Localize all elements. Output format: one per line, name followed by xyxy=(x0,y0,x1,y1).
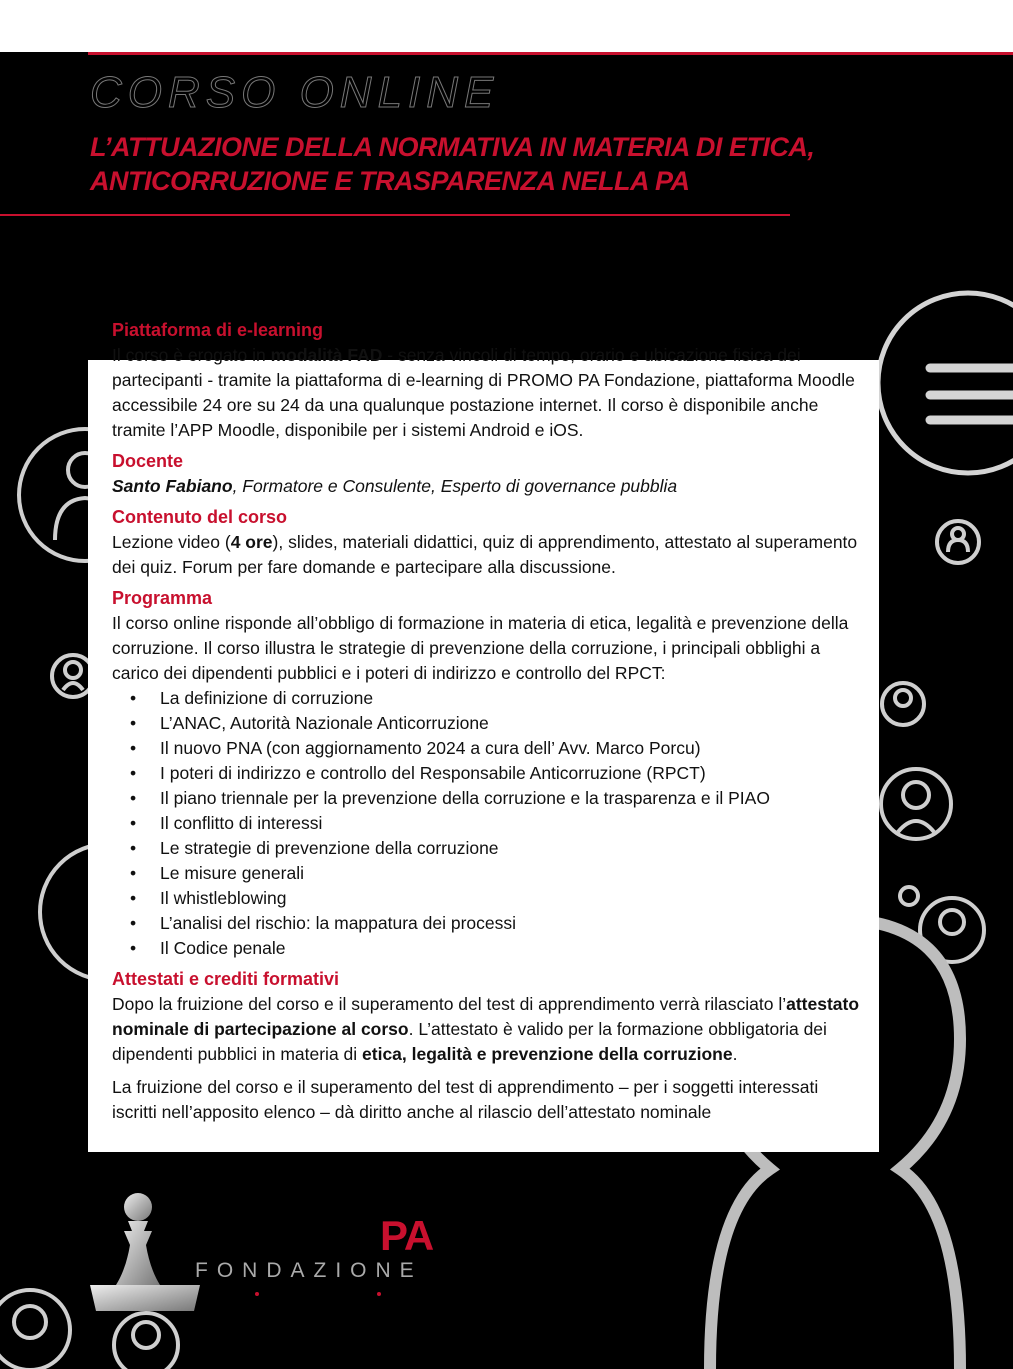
user-icon xyxy=(900,887,918,905)
course-title xyxy=(90,130,950,198)
section-heading-program: Programma xyxy=(112,588,213,608)
program-list xyxy=(112,686,862,961)
list-item: • L’ANAC, Autorità Nazionale Anticorruzione xyxy=(160,711,862,736)
list-item: • Il whistleblowing xyxy=(160,886,862,911)
list-item: • Il piano triennale per la prevenzione della corruzione e la trasparenza e il PIAO xyxy=(160,786,862,811)
list-item: • Il nuovo PNA (con aggiornamento 2024 a cura dell’ Avv. Marco Porcu) xyxy=(160,736,862,761)
logo-pa-text: PA xyxy=(380,1212,434,1259)
content-text-pre: Lezione video ( xyxy=(112,532,231,552)
content-text-post: ), slides, materiali didattici, quiz di apprendimento, attestato al superamento dei quiz. Forum per fare domande e partecipare alla discussione. xyxy=(112,532,858,577)
content-text xyxy=(112,530,862,580)
user-icon xyxy=(881,769,951,839)
list-item: • Le strategie di prevenzione della corruzione xyxy=(160,836,862,861)
platform-text-post: - senza vincoli di tempo, orario e ubicazione fisica dei partecipanti - tramite la piattaforma di e-learning di PROMO PA Fondazione, piattaforma Moodle accessibile 24 ore su 24 da una qualunque postazione internet. Il corso è disponibile anche tramite l’APP Moodle, disponibile per i sistemi Android e iOS. xyxy=(112,345,855,440)
list-item: • I poteri di indirizzo e controllo del Responsabile Anticorruzione (RPCT) xyxy=(160,761,862,786)
section-heading-platform: Piattaforma di e-learning xyxy=(112,320,324,340)
cert-text-a: Dopo la fruizione del corso e il superamento del test di apprendimento verrà rilasciato l’ xyxy=(112,994,787,1014)
user-icon xyxy=(0,1290,70,1369)
cert-text-c: . L’attestato è valido per la formazione obbligatoria dei dipendenti pubblici in materia di xyxy=(112,1019,827,1064)
section-heading-certificates: Attestati e crediti formativi xyxy=(112,969,340,989)
list-item: • L’analisi del rischio: la mappatura dei processi xyxy=(160,911,862,936)
course-kicker: CORSO ONLINE xyxy=(90,68,500,117)
title-red-rule xyxy=(0,214,790,216)
cert-text-b: attestato nominale di partecipazione al corso xyxy=(112,994,860,1039)
cert-text-e: . xyxy=(732,1044,738,1064)
teacher-text xyxy=(112,474,862,499)
platform-text xyxy=(112,343,862,443)
certificates-text-1 xyxy=(112,992,862,1067)
content-text-bold: 4 ore xyxy=(230,532,273,552)
list-item: • Il Codice penale xyxy=(160,936,862,961)
logo-fondazione-text: FONDAZIONE xyxy=(195,1259,423,1282)
teacher-name: Santo Fabiano xyxy=(112,476,233,496)
menu-circle-icon xyxy=(878,293,1013,473)
program-intro: Il corso online risponde all’obbligo di formazione in materia di etica, legalità e prevenzione della corruzione. Il corso illustra le strategie di prevenzione della corruzione, i principali obblighi a carico dei dipendenti pubblici e i poteri di indirizzo e controllo del RPCT: xyxy=(112,613,849,683)
platform-text-pre: Il corso è erogato in xyxy=(112,345,271,365)
section-heading-teacher: Docente xyxy=(112,451,184,471)
section-heading-content: Contenuto del corso xyxy=(112,507,287,527)
certificates-text-2: La fruizione del corso e il superamento del test di apprendimento – per i soggetti interessati iscritti nell’apposito elenco – dà diritto anche al rilascio dell’attestato nominale xyxy=(112,1077,819,1122)
list-item: • Il conflitto di interessi xyxy=(160,811,862,836)
pawn-icon xyxy=(88,1185,238,1315)
teacher-role: , Formatore e Consulente, Esperto di governance pubblia xyxy=(232,476,678,496)
logo-dot xyxy=(377,1292,381,1296)
logo-dot xyxy=(255,1292,259,1296)
platform-text-bold: modalità FAD xyxy=(270,345,383,365)
cert-text-d: etica, legalità e prevenzione della corruzione xyxy=(362,1044,733,1064)
title-line-1: L’ATTUAZIONE DELLA NORMATIVA IN MATERIA DI ETICA, xyxy=(90,132,815,162)
list-item: • La definizione di corruzione xyxy=(160,686,862,711)
title-line-2: ANTICORRUZIONE E TRASPARENZA NELLA PA xyxy=(90,166,690,196)
course-details xyxy=(112,318,862,1152)
list-item: • Le misure generali xyxy=(160,861,862,886)
